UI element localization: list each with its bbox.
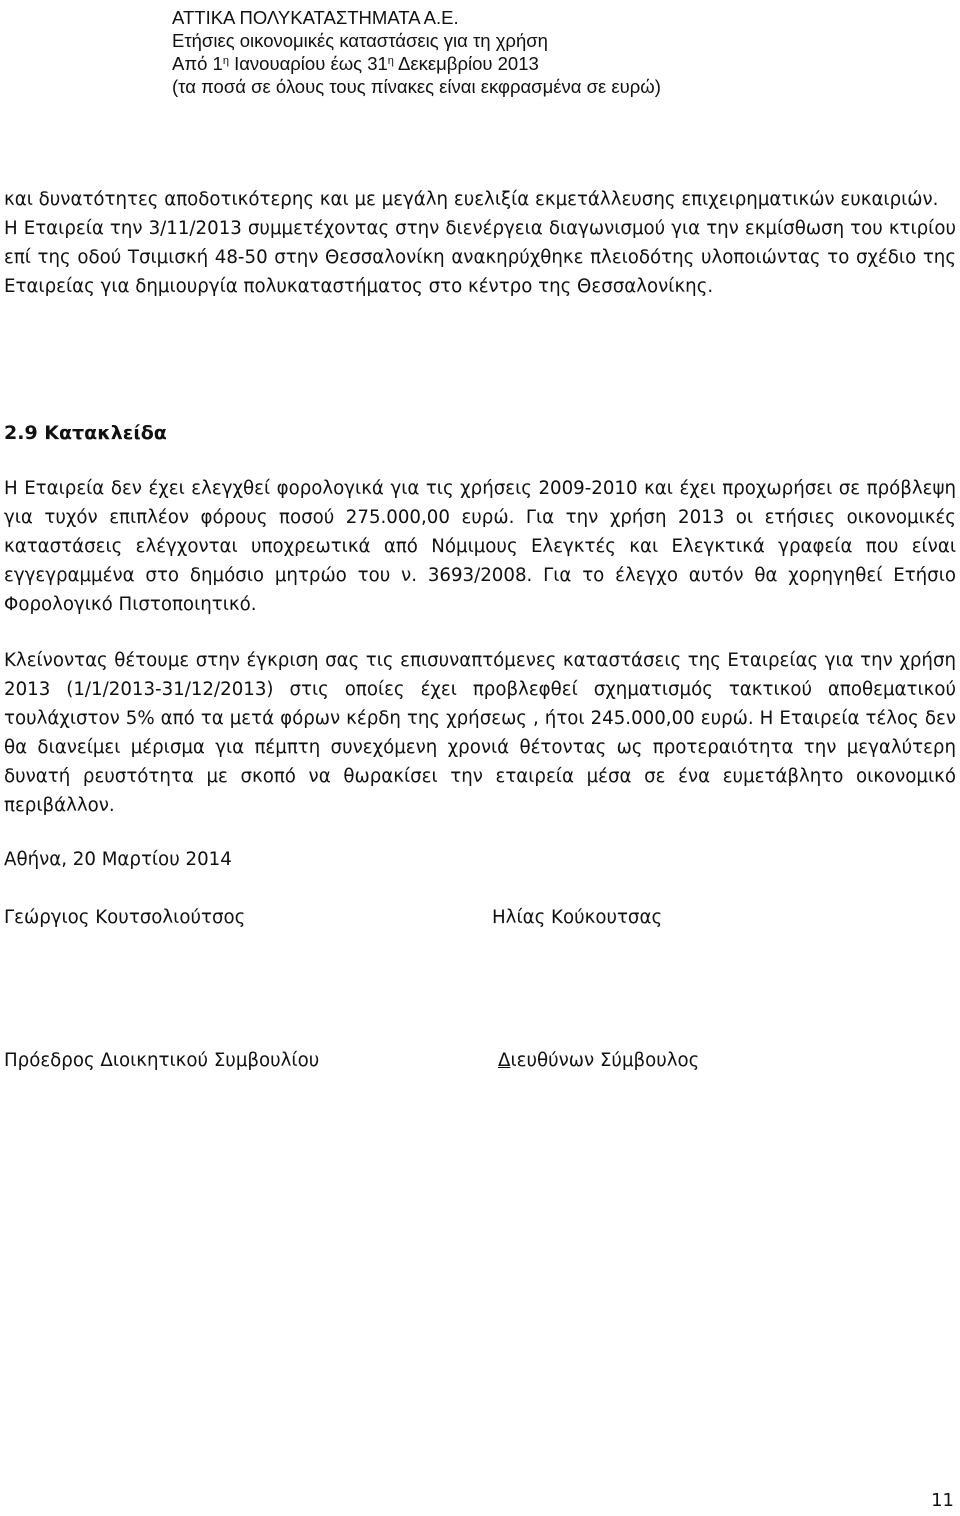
paragraph-tsimiski-lease: Η Εταιρεία την 3/11/2013 συμμετέχοντας στην διενέργεια διαγωνισμού για την εκμίσθωση του κτιρίου επί της οδού Τσιμισκή 48-50 στην Θεσσαλονίκη ανακηρύχθηκε πλειοδότης υλοποιώντας το σχέδιο της Εταιρείας για δημιουργία πολυκαταστήματος στο κέντρο της Θεσσαλονίκης. [4,218,956,297]
underlined-letter: Δ [498,1050,511,1071]
signatory-2-title: Διευθύνων Σύμβουλος [498,1050,700,1071]
section-heading: 2.9 Κατακλείδα [4,422,167,444]
company-name: ΑΤΤΙΚΑ ΠΟΛΥΚΑΤΑΣΤΗΜΑΤΑ Α.Ε. [172,7,459,28]
paragraph-closing: Κλείνοντας θέτουμε στην έγκριση σας τις επισυναπτόμενες καταστάσεις της Εταιρείας για την χρήση 2013 (1/1/2013-31/12/2013) στις οποίες έχει προβλεφθεί σχηματισμός τακτικού αποθεματικού τουλάχιστον 5% από τα μετά φόρων κέρδη της χρήσεως , ήτοι 245.000,00 ευρώ. Η Εταιρεία τέλος δεν θα διανείμει μέρισμα για πέμπτη συνεχόμενη χρονιά θέτοντας ως προτεραιότητα την μεγαλύτερη δυνατή ρευστότητα με σκοπό να θωρακίσει την εταιρεία μέσα σε ένα ευμετάβλητο οικονομικό περιβάλλον. [4,650,956,816]
page-header [172,6,661,98]
paragraph-opportunities: και δυνατότητες αποδοτικότερης και με μεγάλη ευελιξία εκμετάλλευσης επιχειρηματικών ευκαιριών. [4,189,939,210]
signatory-1-title: Πρόεδρος Διοικητικού Συμβουλίου [4,1050,320,1071]
page-number: 11 [931,1490,954,1511]
signatory-1-name: Γεώργιος Κουτσολιούτσος [4,907,246,928]
paragraph-tax-audit: Η Εταιρεία δεν έχει ελεγχθεί φορολογικά για τις χρήσεις 2009-2010 και έχει προχωρήσει σε πρόβλεψη για τυχόν επιπλέον φόρους ποσού 275.000,00 ευρώ. Για την χρήση 2013 οι ετήσιες οικονομικές καταστάσεις ελέγχονται υποχρεωτικά από Νόμιμους Ελεγκτές και Ελεγκτικά γραφεία που είναι εγγεγραμμένα στο δημόσιο μητρώο του ν. 3693/2008. Για το έλεγχο αυτόν θα χορηγηθεί Ετήσιο Φορολογικό Πιστοποιητικό. [4,478,956,615]
continuation-text [4,185,956,301]
section-body-tax [4,474,956,619]
place-date: Αθήνα, 20 Μαρτίου 2014 [4,849,232,870]
report-period: Από $1^\eta$ Ιανουαρίου έως $31^\eta$ Δεκεμβρίου 2013 [172,53,539,74]
section-body-closing [4,646,956,820]
report-subtitle: Ετήσιες οικονομικές καταστάσεις για τη χρήση [172,30,548,51]
signatory-2-name: Ηλίας Κούκουτσας [492,907,663,928]
currency-note: (τα ποσά σε όλους τους πίνακες είναι εκφρασμένα σε ευρώ) [172,76,661,97]
